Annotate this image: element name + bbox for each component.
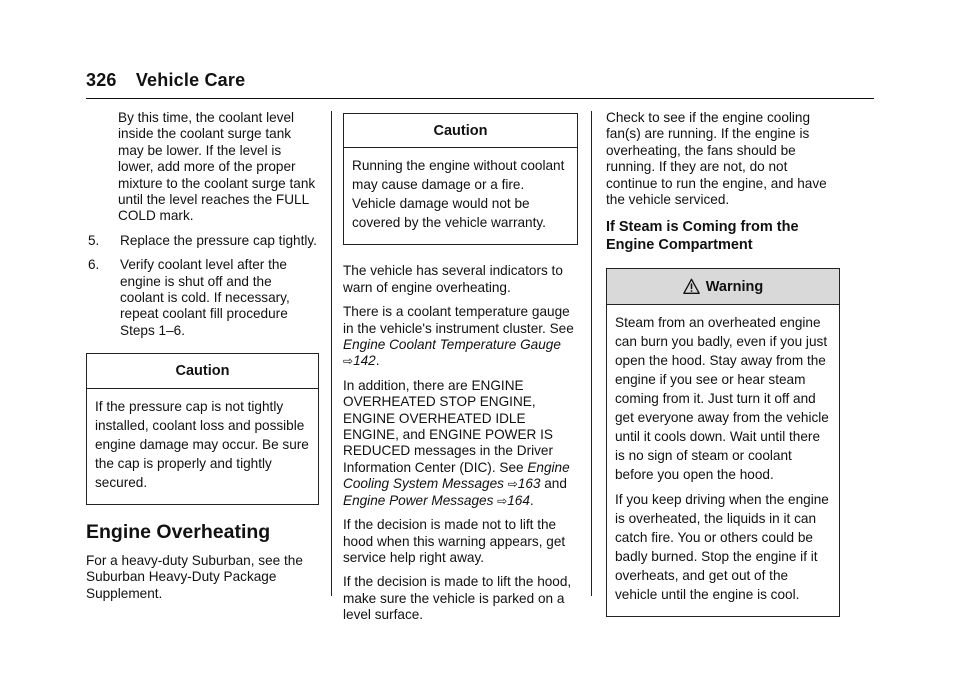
caution-box-coolant: [343, 113, 578, 245]
page-ref-arrow-icon: ⇨: [507, 477, 518, 492]
page-ref-arrow-icon: ⇨: [497, 493, 508, 508]
page-ref[interactable]: 163: [517, 476, 541, 492]
header-rule: [86, 98, 874, 99]
gauge-link[interactable]: Engine Coolant Temperature Gauge: [343, 337, 561, 353]
warning-paragraph-1: Steam from an overheated engine can burn you badly, even if you just open the hood. Stay away from the engine if you see or hear steam coming from it. Just turn it off and get everyone away from the vehicle until it cools down. Wait until there is no sign of steam or coolant before you open the hood.: [615, 315, 829, 483]
column-divider-1: [331, 111, 332, 596]
list-item: [86, 233, 319, 249]
column-divider-2: [591, 111, 592, 596]
column-1: [86, 110, 319, 610]
subheading: If Steam is Coming from the Engine Compartment: [606, 219, 799, 254]
page-ref-arrow-icon: ⇨: [343, 354, 354, 369]
page-header: [86, 70, 245, 91]
step-number: 5.: [88, 232, 100, 248]
no-lift-paragraph: If the decision is made not to lift the hood when this warning appears, get service help right away.: [343, 517, 566, 565]
column-2: [343, 110, 578, 632]
messages-text: In addition, there are ENGINE OVERHEATED STOP ENGINE, ENGINE OVERHEATED IDLE ENGINE, and ENGINE POWER IS REDUCED messages in the Driver Information Center (DIC). See: [343, 377, 554, 475]
step-number: 6.: [88, 257, 100, 273]
section-title: Vehicle Care: [135, 70, 246, 90]
power-messages-link[interactable]: Engine Power Messages: [343, 492, 494, 508]
fan-paragraph: Check to see if the engine cooling fan(s) are running. If the engine is overheating, the fans should be running. If they are not, do not continue to run the engine, and have the vehicle serviced.: [606, 110, 827, 208]
page-ref[interactable]: 164: [507, 492, 530, 508]
column-3: [606, 110, 840, 631]
caution-title: Caution: [344, 114, 577, 148]
caution-title: Caution: [87, 354, 318, 388]
list-item: [86, 257, 319, 339]
warning-triangle-icon: [683, 278, 700, 295]
caution-box-pressure-cap: [86, 353, 319, 504]
warning-title: Warning: [705, 278, 764, 295]
caution-text: If the pressure cap is not tightly installed, coolant loss and possible engine damage may occur. Be sure the cap is properly and tightly secured.: [95, 398, 309, 490]
indicators-paragraph: The vehicle has several indicators to warn of engine overheating.: [343, 263, 563, 295]
warning-header: [607, 269, 839, 305]
gauge-paragraph: [343, 304, 578, 370]
section-paragraph: For a heavy-duty Suburban, see the Suburban Heavy-Duty Package Supplement.: [86, 552, 303, 601]
warning-paragraph-2: If you keep driving when the engine is overheated, the liquids in it can catch fire. You or others could be badly burned. Stop the engine if it overheats, and get out of the vehicle until the engine is cool.: [615, 492, 829, 603]
page-number: 326: [86, 70, 117, 90]
caution-body: [87, 389, 318, 504]
cooling-messages-link[interactable]: Engine Cooling System Messages: [343, 459, 570, 492]
period: .: [529, 492, 534, 508]
warning-body: [607, 305, 839, 616]
step-text: Replace the pressure cap tightly.: [120, 232, 317, 248]
coolant-level-paragraph: By this time, the coolant level inside the coolant surge tank may be lower. If the level is lower, add more of the proper mixture to the coolant surge tank until the level reaches the FULL COLD mark.: [118, 110, 316, 224]
caution-text: Running the engine without coolant may cause damage or a fire. Vehicle damage would not be covered by the vehicle warranty.: [352, 158, 565, 231]
section-heading: Engine Overheating: [86, 520, 271, 543]
steps-list: [86, 233, 319, 339]
warning-box-steam: [606, 268, 840, 617]
messages-paragraph: [343, 378, 578, 509]
conjunction: and: [540, 476, 567, 492]
page-ref[interactable]: 142: [353, 353, 376, 369]
period: .: [375, 353, 380, 369]
lift-paragraph: If the decision is made to lift the hood, make sure the vehicle is parked on a level surface.: [343, 574, 572, 623]
gauge-text: There is a coolant temperature gauge in the vehicle's instrument cluster. See: [343, 304, 574, 336]
caution-body: [344, 148, 577, 244]
step-text: Verify coolant level after the engine is shut off and the coolant is cold. If necessary, repeat coolant fill procedure Steps 1–6.: [120, 257, 290, 338]
